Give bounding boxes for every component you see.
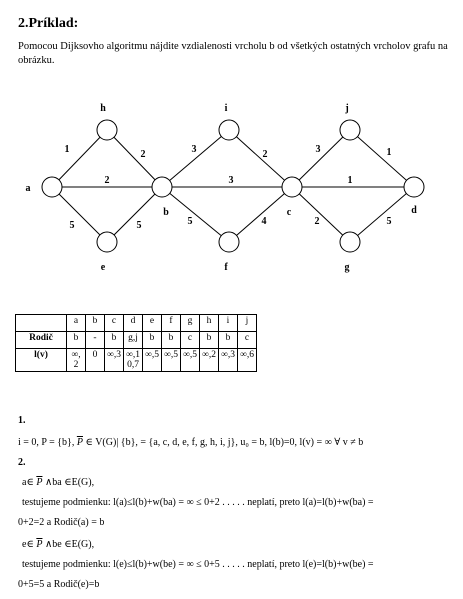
step-2-line-3: 0+2=2 a Rodič(a) = b	[18, 517, 105, 528]
table-cell: ∞,5	[162, 349, 181, 372]
edge-weight-f-c: 4	[261, 216, 267, 227]
edge-weight-b-f: 5	[187, 216, 193, 227]
table-cell: b	[67, 332, 86, 349]
graph-diagram	[0, 95, 463, 295]
edge-weight-j-d: 1	[386, 147, 392, 158]
vertex-d	[404, 177, 424, 197]
edge-weight-h-b: 2	[140, 149, 146, 160]
edge-c-j	[292, 130, 350, 187]
table-cell: b	[162, 332, 181, 349]
edge-weight-i-c: 2	[262, 149, 268, 160]
header-cell: f	[162, 315, 181, 332]
header-cell	[16, 315, 67, 332]
step-2-line-1	[22, 474, 94, 492]
edge-i-c	[229, 130, 292, 187]
edge-e-b	[107, 187, 162, 242]
edge-weight-a-b: 2	[104, 175, 110, 186]
page-title: 2.Príklad:	[18, 16, 79, 31]
table-cell: ∞,3	[105, 349, 124, 372]
table-cell: 0	[86, 349, 105, 372]
vertex-label-h: h	[100, 103, 106, 114]
vertex-label-j: j	[345, 103, 349, 114]
p-complement: $\overline{P}$	[76, 437, 83, 448]
step-2-line-2: testujeme podmienku: l(a)≤l(b)+w(ba) = ∞ ≤ 0+2 . . . . . neplatí, preto l(a)=l(b)+w(ba) =	[22, 497, 374, 508]
table-row	[16, 332, 257, 349]
row-label: Rodič	[16, 332, 67, 349]
vertex-e	[97, 232, 117, 252]
vertex-i	[219, 120, 239, 140]
header-cell: a	[67, 315, 86, 332]
edge-b-f	[162, 187, 229, 242]
step-1-text	[18, 434, 363, 452]
step-1-text-a: i = 0, P = {b},	[18, 437, 77, 448]
vertex-label-e: e	[100, 262, 106, 273]
edge-f-c	[229, 187, 292, 242]
step-2-line-1-a: a∈	[22, 477, 37, 488]
header-cell: c	[105, 315, 124, 332]
table-cell: ∞,2	[200, 349, 219, 372]
step-2-line-6: 0+5=5 a Rodič(e)=b	[18, 579, 100, 590]
vertex-b	[152, 177, 172, 197]
edge-a-h	[52, 130, 107, 187]
edge-weight-c-g: 2	[314, 216, 320, 227]
problem-statement: Pomocou Dijksovho algoritmu nájdite vzdialenosti vrcholu b od všetkých ostatných vrcholov grafu na obrázku.	[18, 41, 448, 66]
edge-weight-c-d: 1	[347, 175, 353, 186]
step-2-line-1-b: ∧ba ∈E(G),	[42, 477, 95, 488]
step-1-text-b: ∈ V(G)| {b}, = {a, c, d, e, f, g, h, i, j}, u₀ = b, l(b)=0, l(v) = ∞ ∀ v ≠ b	[82, 437, 364, 448]
table-cell: ∞,5	[181, 349, 200, 372]
step-2-heading: 2.	[18, 457, 26, 468]
table-cell: b	[200, 332, 219, 349]
step-1-heading: 1.	[18, 415, 26, 426]
table-cell: g,j	[124, 332, 143, 349]
edge-h-b	[104, 130, 162, 187]
edge-b-i	[162, 130, 229, 187]
table-header-row	[16, 315, 257, 332]
header-cell: e	[143, 315, 162, 332]
table-row	[16, 349, 257, 372]
table-cell: b	[219, 332, 238, 349]
table-cell: ∞,5	[143, 349, 162, 372]
edge-weight-a-h: 1	[64, 144, 70, 155]
edge-weight-g-d: 5	[386, 216, 392, 227]
table-cell: b	[143, 332, 162, 349]
vertex-label-a: a	[25, 183, 31, 194]
header-cell: b	[86, 315, 105, 332]
edge-weight-c-j: 3	[315, 144, 321, 155]
p-complement: $\overline{P}$	[36, 477, 43, 488]
header-cell: i	[219, 315, 238, 332]
vertex-label-i: i	[224, 103, 228, 114]
vertex-label-d: d	[411, 205, 417, 216]
vertex-g	[340, 232, 360, 252]
vertex-f	[219, 232, 239, 252]
edge-a-e	[52, 187, 107, 242]
table-cell: ∞,6	[238, 349, 257, 372]
step-2-line-5: testujeme podmienku: l(e)≤l(b)+w(be) = ∞ ≤ 0+5 . . . . . neplatí, preto l(e)=l(b)+w(be) =	[22, 559, 374, 570]
table-cell: ∞, 2	[67, 349, 86, 372]
edge-c-g	[292, 187, 350, 242]
edge-weight-a-e: 5	[69, 220, 75, 231]
table-cell: ∞,1 0,7	[124, 349, 143, 372]
header-cell: d	[124, 315, 143, 332]
edge-g-d	[350, 187, 414, 242]
table-cell: ∞,3	[219, 349, 238, 372]
dijkstra-table	[15, 314, 257, 372]
header-cell: j	[238, 315, 257, 332]
table-cell: c	[181, 332, 200, 349]
header-cell: h	[200, 315, 219, 332]
step-2-line-4-a: e∈	[22, 539, 37, 550]
header-cell: g	[181, 315, 200, 332]
edge-j-d	[347, 130, 414, 187]
edge-weight-e-b: 5	[136, 220, 142, 231]
vertex-h	[97, 120, 117, 140]
vertex-c	[282, 177, 302, 197]
table-cell: b	[105, 332, 124, 349]
table-cell: -	[86, 332, 105, 349]
vertex-j	[340, 120, 360, 140]
vertex-label-c: c	[286, 207, 292, 218]
vertex-label-f: f	[224, 262, 228, 273]
table-cell: c	[238, 332, 257, 349]
p-complement: $\overline{P}$	[36, 539, 43, 550]
vertex-label-b: b	[163, 207, 169, 218]
vertex-label-g: g	[344, 262, 350, 273]
edge-weight-b-c: 3	[228, 175, 234, 186]
vertex-a	[42, 177, 62, 197]
step-2-line-4	[22, 536, 94, 554]
edge-weight-b-i: 3	[191, 144, 197, 155]
row-label: l(v)	[16, 349, 67, 372]
step-2-line-4-b: ∧be ∈E(G),	[42, 539, 95, 550]
